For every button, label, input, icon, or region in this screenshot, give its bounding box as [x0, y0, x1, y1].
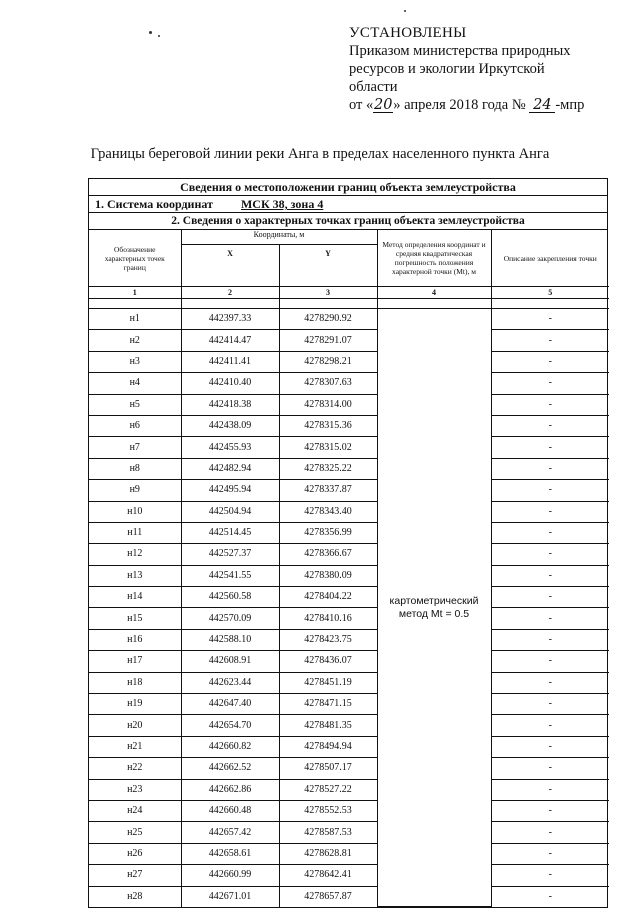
- point-id-cell: н24: [89, 800, 181, 821]
- table-row: [89, 886, 609, 907]
- description-cell: -: [491, 715, 609, 736]
- y-cell: 4278587.53: [279, 822, 377, 843]
- y-cell: 4278642.41: [279, 865, 377, 886]
- point-id-cell: н28: [89, 886, 181, 907]
- table-row: [89, 715, 609, 736]
- description-cell: -: [491, 629, 609, 650]
- table-row: [89, 822, 609, 843]
- boundary-sheet: [88, 178, 608, 908]
- y-cell: 4278404.22: [279, 587, 377, 608]
- col-header-description: Описание закрепления точки: [491, 230, 609, 287]
- approval-date-line: [349, 96, 619, 114]
- y-cell: 4278481.35: [279, 715, 377, 736]
- y-cell: 4278494.94: [279, 736, 377, 757]
- y-cell: 4278314.00: [279, 394, 377, 415]
- document-title: Границы береговой линии реки Анга в пределах населенного пункта Анга: [90, 146, 550, 162]
- description-cell: -: [491, 522, 609, 543]
- table-row: [89, 694, 609, 715]
- coordinate-system-value: МСК 38, зона 4: [240, 197, 324, 211]
- col-header-coords: Координаты, м: [181, 230, 377, 245]
- x-cell: 442410.40: [181, 373, 279, 394]
- col-number: 4: [377, 287, 491, 299]
- approval-line: ресурсов и экологии Иркутской: [349, 61, 545, 77]
- col-number: 2: [181, 287, 279, 299]
- date-middle: » апреля 2018 года №: [393, 97, 526, 113]
- y-cell: 4278436.07: [279, 651, 377, 672]
- point-id-cell: н12: [89, 544, 181, 565]
- y-cell: 4278423.75: [279, 629, 377, 650]
- point-id-cell: н8: [89, 458, 181, 479]
- x-cell: 442560.58: [181, 587, 279, 608]
- point-id-cell: н27: [89, 865, 181, 886]
- table-row: [89, 651, 609, 672]
- y-cell: 4278380.09: [279, 565, 377, 586]
- description-cell: -: [491, 330, 609, 351]
- handwritten-number: 24: [529, 98, 555, 113]
- x-cell: 442541.55: [181, 565, 279, 586]
- description-cell: -: [491, 565, 609, 586]
- table-row: [89, 415, 609, 436]
- y-cell: 4278628.81: [279, 843, 377, 864]
- y-cell: 4278366.67: [279, 544, 377, 565]
- col-header-point: Обозначение характерных точек границ: [89, 230, 181, 287]
- description-cell: -: [491, 480, 609, 501]
- x-cell: 442514.45: [181, 522, 279, 543]
- point-id-cell: н21: [89, 736, 181, 757]
- y-cell: 4278325.22: [279, 458, 377, 479]
- x-cell: 442660.99: [181, 865, 279, 886]
- y-cell: 4278298.21: [279, 351, 377, 372]
- table-row: [89, 800, 609, 821]
- description-cell: -: [491, 501, 609, 522]
- point-id-cell: н16: [89, 629, 181, 650]
- description-cell: -: [491, 394, 609, 415]
- col-header-y: Y: [279, 245, 377, 287]
- description-cell: -: [491, 886, 609, 907]
- x-cell: 442647.40: [181, 694, 279, 715]
- description-cell: -: [491, 351, 609, 372]
- method-line: картометрический: [389, 594, 479, 607]
- x-cell: 442671.01: [181, 886, 279, 907]
- table-row: [89, 437, 609, 458]
- point-id-cell: н17: [89, 651, 181, 672]
- point-id-cell: н11: [89, 522, 181, 543]
- coordinate-system-row: [89, 196, 607, 213]
- description-cell: -: [491, 800, 609, 821]
- scan-speck: [158, 35, 160, 37]
- y-cell: 4278507.17: [279, 758, 377, 779]
- description-cell: -: [491, 415, 609, 436]
- date-prefix: от «: [349, 97, 374, 113]
- section2-heading: 2. Сведения о характерных точках границ объекта землеустройства: [89, 213, 607, 230]
- y-cell: 4278527.22: [279, 779, 377, 800]
- col-number: 1: [89, 287, 181, 299]
- description-cell: -: [491, 651, 609, 672]
- x-cell: 442455.93: [181, 437, 279, 458]
- point-id-cell: н1: [89, 309, 181, 330]
- y-cell: 4278290.92: [279, 309, 377, 330]
- x-cell: 442504.94: [181, 501, 279, 522]
- y-cell: 4278315.36: [279, 415, 377, 436]
- description-cell: -: [491, 822, 609, 843]
- x-cell: 442495.94: [181, 480, 279, 501]
- y-cell: 4278343.40: [279, 501, 377, 522]
- y-cell: 4278471.15: [279, 694, 377, 715]
- col-number: 5: [491, 287, 609, 299]
- x-cell: 442662.52: [181, 758, 279, 779]
- point-id-cell: н3: [89, 351, 181, 372]
- point-id-cell: н10: [89, 501, 181, 522]
- description-cell: -: [491, 865, 609, 886]
- approval-title: УСТАНОВЛЕНЫ: [349, 25, 467, 41]
- point-id-cell: н26: [89, 843, 181, 864]
- table-row: [89, 373, 609, 394]
- table-row: [89, 309, 609, 330]
- x-cell: 442397.33: [181, 309, 279, 330]
- x-cell: 442654.70: [181, 715, 279, 736]
- point-id-cell: н14: [89, 587, 181, 608]
- point-id-cell: н19: [89, 694, 181, 715]
- description-cell: -: [491, 587, 609, 608]
- y-cell: 4278410.16: [279, 608, 377, 629]
- x-cell: 442570.09: [181, 608, 279, 629]
- table-row: [89, 629, 609, 650]
- table-row: [89, 779, 609, 800]
- x-cell: 442482.94: [181, 458, 279, 479]
- description-cell: -: [491, 458, 609, 479]
- y-cell: 4278315.02: [279, 437, 377, 458]
- table-row: [89, 565, 609, 586]
- scan-speck: [149, 31, 152, 34]
- table-row: [89, 522, 609, 543]
- handwritten-day: 20: [374, 97, 393, 113]
- description-cell: -: [491, 758, 609, 779]
- x-cell: 442658.61: [181, 843, 279, 864]
- description-cell: -: [491, 373, 609, 394]
- points-table: [89, 230, 609, 907]
- table-row: [89, 501, 609, 522]
- date-suffix: -мпр: [555, 97, 585, 113]
- table-row: [89, 587, 609, 608]
- point-id-cell: н5: [89, 394, 181, 415]
- point-id-cell: н4: [89, 373, 181, 394]
- point-id-cell: н22: [89, 758, 181, 779]
- y-cell: 4278657.87: [279, 886, 377, 907]
- x-cell: 442657.42: [181, 822, 279, 843]
- method-line: метод Mt = 0.5: [398, 607, 470, 620]
- point-id-cell: н20: [89, 715, 181, 736]
- x-cell: 442438.09: [181, 415, 279, 436]
- sheet-heading: Сведения о местоположении границ объекта землеустройства: [89, 179, 607, 196]
- point-id-cell: н2: [89, 330, 181, 351]
- col-number: 3: [279, 287, 377, 299]
- method-cell: [377, 309, 491, 907]
- description-cell: -: [491, 843, 609, 864]
- point-id-cell: н6: [89, 415, 181, 436]
- x-cell: 442418.38: [181, 394, 279, 415]
- x-cell: 442660.82: [181, 736, 279, 757]
- x-cell: 442623.44: [181, 672, 279, 693]
- description-cell: -: [491, 779, 609, 800]
- x-cell: 442411.41: [181, 351, 279, 372]
- table-row: [89, 480, 609, 501]
- approval-line: области: [349, 79, 398, 95]
- y-cell: 4278552.53: [279, 800, 377, 821]
- x-cell: 442608.91: [181, 651, 279, 672]
- description-cell: -: [491, 608, 609, 629]
- x-cell: 442414.47: [181, 330, 279, 351]
- y-cell: 4278356.99: [279, 522, 377, 543]
- description-cell: -: [491, 672, 609, 693]
- table-row: [89, 458, 609, 479]
- table-row: [89, 843, 609, 864]
- point-id-cell: н9: [89, 480, 181, 501]
- table-row: [89, 736, 609, 757]
- point-id-cell: н25: [89, 822, 181, 843]
- table-row: [89, 394, 609, 415]
- x-cell: 442662.86: [181, 779, 279, 800]
- point-id-cell: н7: [89, 437, 181, 458]
- description-cell: -: [491, 309, 609, 330]
- table-row: [89, 672, 609, 693]
- point-id-cell: н23: [89, 779, 181, 800]
- table-row: [89, 351, 609, 372]
- coordinate-system-label: 1. Система координат: [95, 197, 213, 211]
- table-row: [89, 758, 609, 779]
- y-cell: 4278337.87: [279, 480, 377, 501]
- point-id-cell: н15: [89, 608, 181, 629]
- table-row: [89, 608, 609, 629]
- y-cell: 4278291.07: [279, 330, 377, 351]
- point-id-cell: н13: [89, 565, 181, 586]
- description-cell: -: [491, 544, 609, 565]
- col-header-method: Метод определения координат и средняя квадратическая погрешность положения характерной точки (Mt), м: [377, 230, 491, 287]
- table-row: [89, 544, 609, 565]
- description-cell: -: [491, 437, 609, 458]
- approval-block: [349, 24, 619, 114]
- x-cell: 442527.37: [181, 544, 279, 565]
- spacer-row: [89, 299, 609, 309]
- description-cell: -: [491, 736, 609, 757]
- y-cell: 4278307.63: [279, 373, 377, 394]
- x-cell: 442660.48: [181, 800, 279, 821]
- x-cell: 442588.10: [181, 629, 279, 650]
- scan-speck: [404, 10, 406, 12]
- y-cell: 4278451.19: [279, 672, 377, 693]
- point-id-cell: н18: [89, 672, 181, 693]
- table-row: [89, 330, 609, 351]
- description-cell: -: [491, 694, 609, 715]
- approval-line: Приказом министерства природных: [349, 43, 571, 59]
- table-row: [89, 865, 609, 886]
- col-header-x: X: [181, 245, 279, 287]
